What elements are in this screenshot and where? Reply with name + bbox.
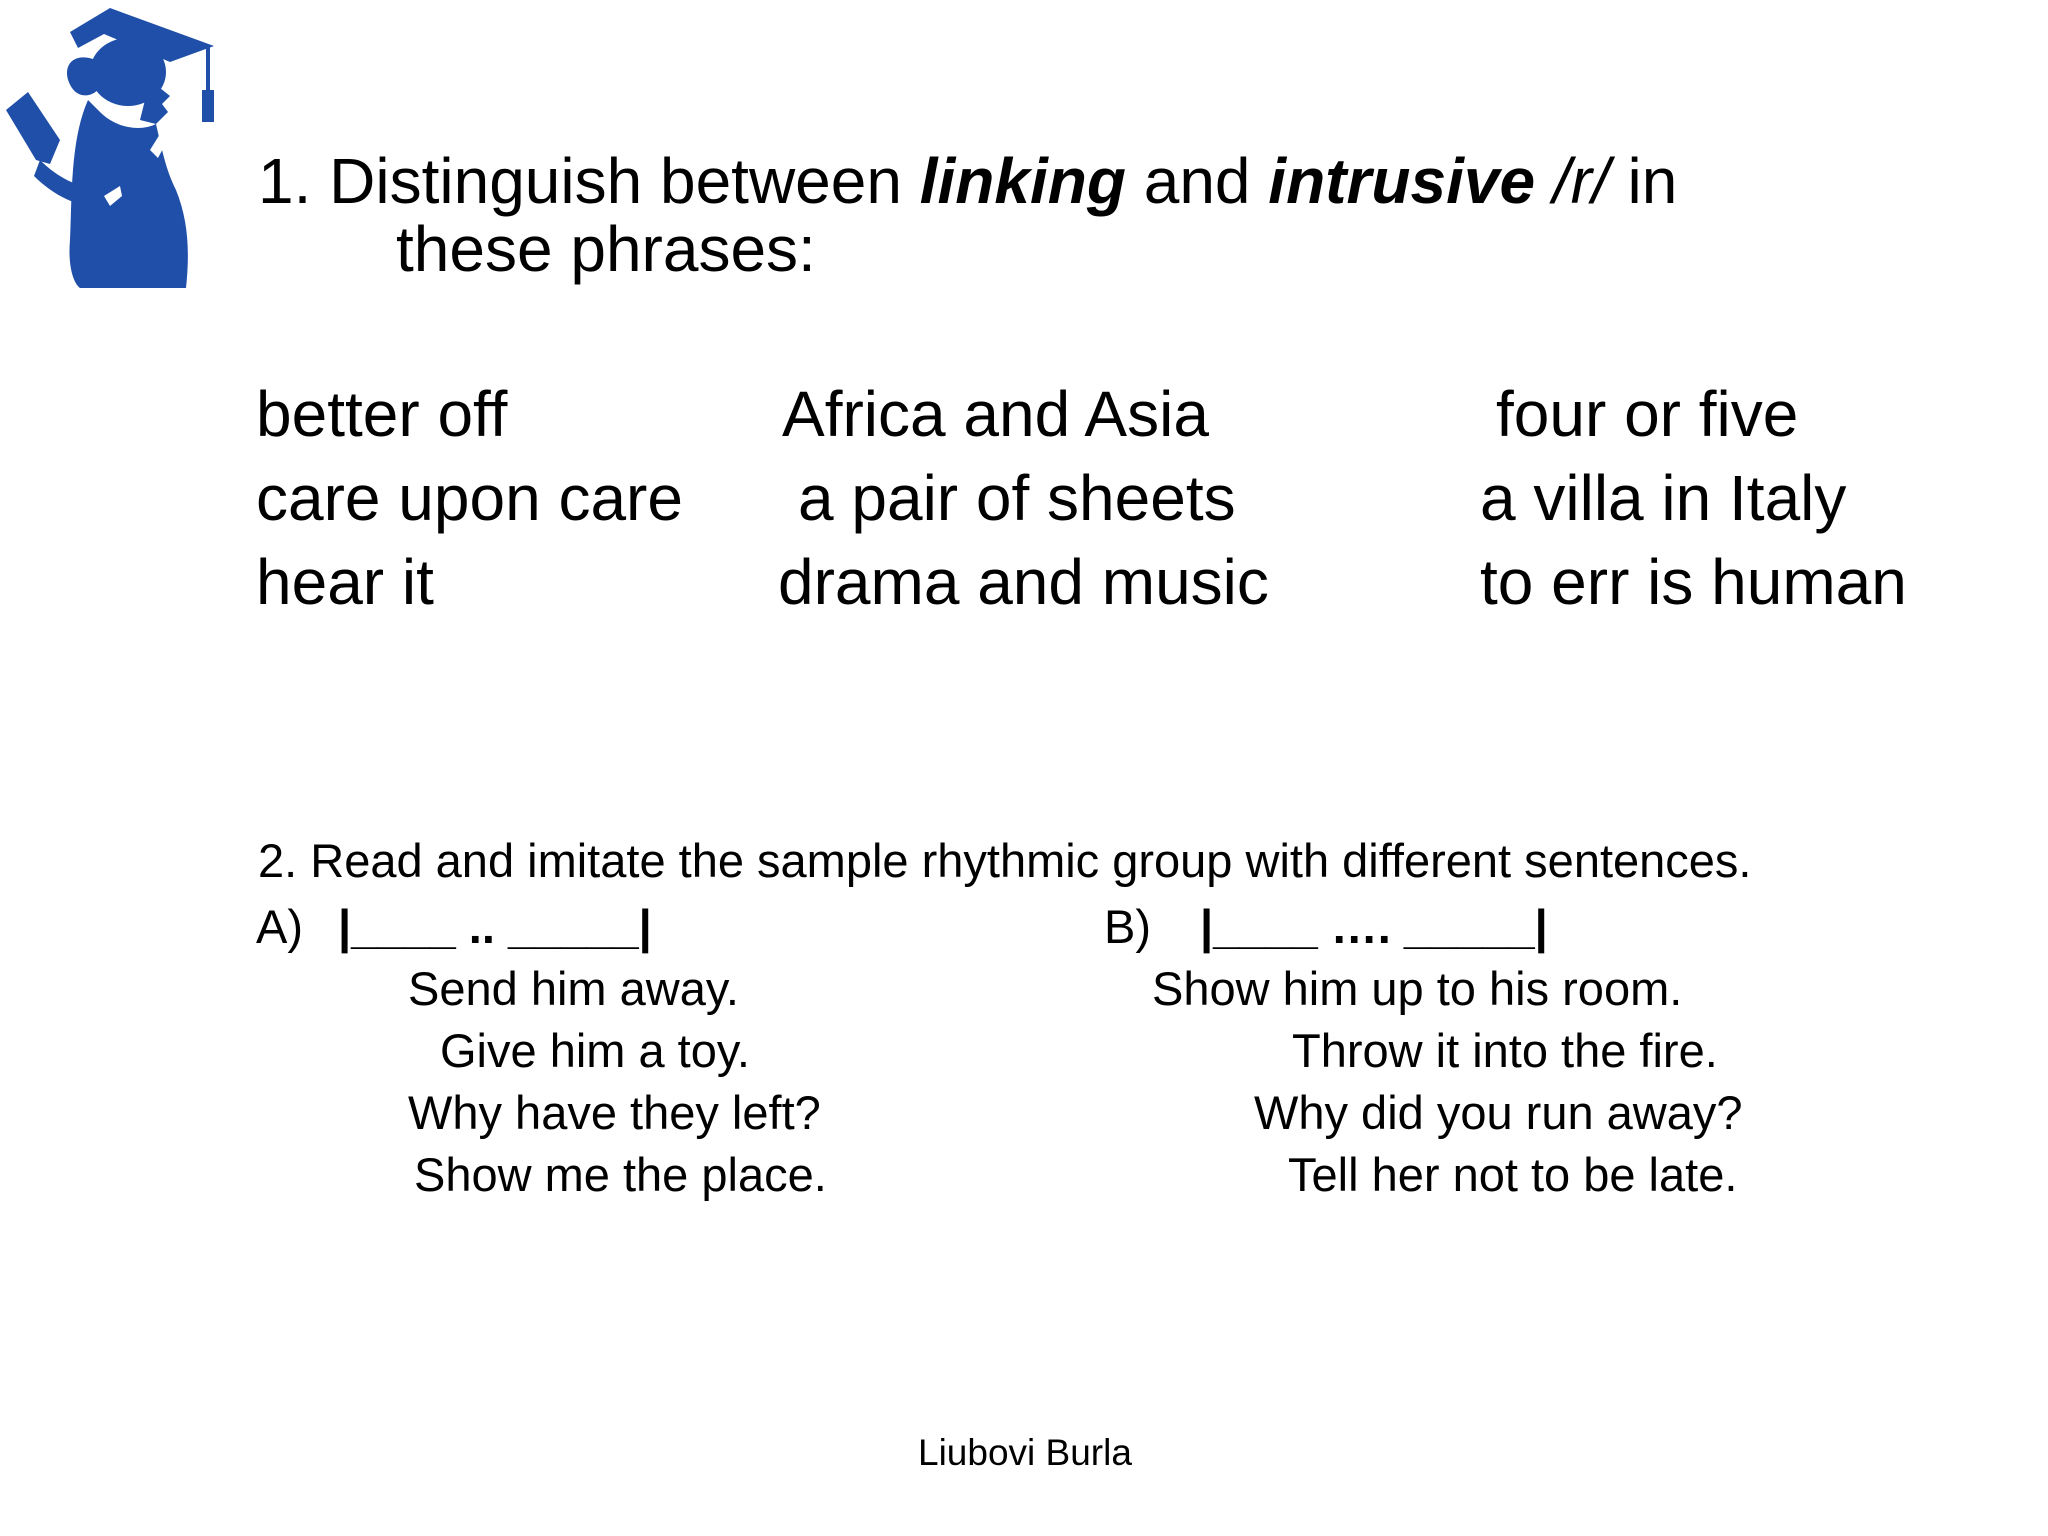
term-linking: linking <box>919 145 1126 217</box>
task1-heading-line2: these phrases: <box>396 213 816 285</box>
group-b-sentence-1: Show him up to his room. <box>1152 962 1683 1015</box>
task2-instruction: 2. Read and imitate the sample rhythmic group with different sentences. <box>258 834 1752 887</box>
phrase-col3-row2: a villa in Italy <box>1480 462 1847 534</box>
phrase-col1-row3: hear it <box>256 546 434 618</box>
group-b-label: B) <box>1104 900 1151 953</box>
group-b-sentence-2: Throw it into the fire. <box>1292 1024 1718 1077</box>
task1-in: in <box>1627 145 1678 217</box>
task1-text: Distinguish between <box>329 145 902 217</box>
task1-heading <box>258 146 1677 216</box>
phrase-col1-row1: better off <box>256 378 508 450</box>
phrase-col2-row3: drama and music <box>778 546 1269 618</box>
graduate-reading-silhouette-icon <box>0 0 220 300</box>
group-b-sentence-3: Why did you run away? <box>1254 1086 1743 1139</box>
r-symbol: /r/ <box>1552 145 1610 217</box>
phrase-col2-row1: Africa and Asia <box>782 378 1209 450</box>
footer-author: Liubovi Burla <box>918 1432 1132 1473</box>
group-b-sentence-4: Tell her not to be late. <box>1288 1148 1738 1201</box>
task1-and: and <box>1143 145 1251 217</box>
group-a-label: A) <box>256 900 303 953</box>
group-a-pattern: |____ .. _____| <box>338 900 652 953</box>
phrase-col1-row2: care upon care <box>256 462 683 534</box>
phrase-col2-row2: a pair of sheets <box>798 462 1236 534</box>
group-b-pattern: |____ …. _____| <box>1200 900 1548 953</box>
task1-number: 1. <box>258 145 312 217</box>
phrase-col3-row3: to err is human <box>1480 546 1907 618</box>
group-a-sentence-1: Send him away. <box>408 962 739 1015</box>
phrase-col3-row1: four or five <box>1496 378 1799 450</box>
group-a-sentence-4: Show me the place. <box>414 1148 827 1201</box>
group-a-sentence-3: Why have they left? <box>408 1086 821 1139</box>
term-intrusive: intrusive <box>1268 145 1536 217</box>
group-a-sentence-2: Give him a toy. <box>440 1024 750 1077</box>
